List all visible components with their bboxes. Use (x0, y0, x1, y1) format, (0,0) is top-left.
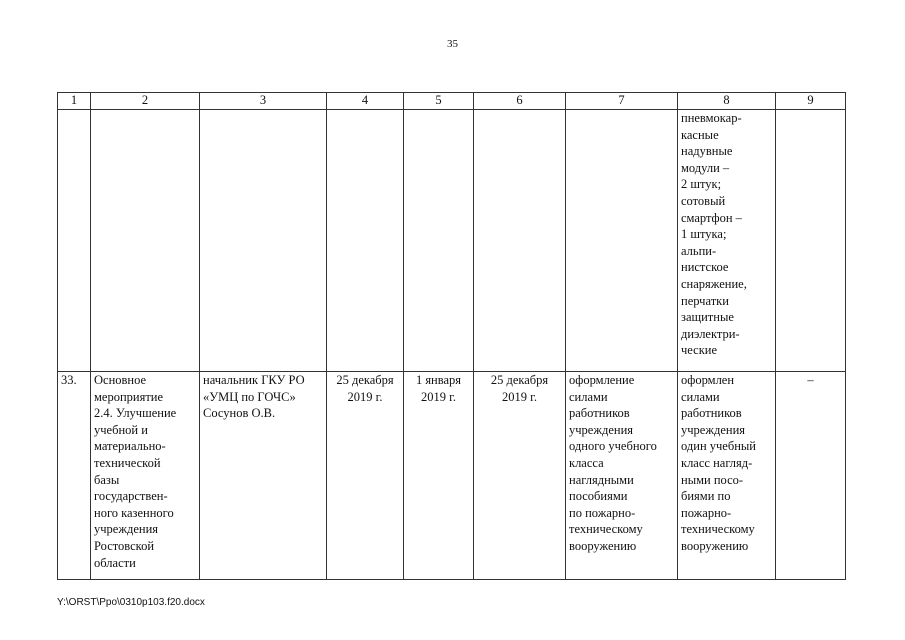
planned-start-cell: 25 декабря 2019 г. (327, 372, 404, 580)
expected-result-cell: оформление силами работников учреждения одного учебного класса наглядными пособиями по пожарно- техническому вооружению (566, 372, 678, 580)
table-cell (474, 110, 566, 372)
table-cell (327, 110, 404, 372)
header-cell: 2 (91, 93, 200, 110)
page-number: 35 (447, 38, 458, 50)
file-path-footer: Y:\ORST\Ppo\0310p103.f20.docx (57, 597, 205, 608)
responsible-cell: начальник ГКУ РО «УМЦ по ГОЧС» Сосунов О.В. (200, 372, 327, 580)
header-cell: 7 (566, 93, 678, 110)
header-cell: 5 (404, 93, 474, 110)
planned-end-cell: 25 декабря 2019 г. (474, 372, 566, 580)
notes-cell: – (776, 372, 846, 580)
actual-result-cell: оформлен силами работников учреждения один учебный класс нагляд- ными посо- биями по пожарно- техническому вооружению (678, 372, 776, 580)
header-cell: 1 (58, 93, 91, 110)
header-cell: 9 (776, 93, 846, 110)
header-cell: 8 (678, 93, 776, 110)
table-cell (404, 110, 474, 372)
table-cell (566, 110, 678, 372)
header-cell: 4 (327, 93, 404, 110)
event-name-cell: Основное мероприятие 2.4. Улучшение учебной и материально- технической базы государствен- ного казенного учреждения Ростовской области (91, 372, 200, 580)
header-cell: 3 (200, 93, 327, 110)
table-cell (200, 110, 327, 372)
table-cell (91, 110, 200, 372)
table-header-row (58, 93, 846, 110)
actual-start-cell: 1 января 2019 г. (404, 372, 474, 580)
header-cell: 6 (474, 93, 566, 110)
row-number-cell: 33. (58, 372, 91, 580)
equipment-list-cell: пневмокар- касные надувные модули – 2 штук; сотовый смартфон – 1 штука; альпи- нистское снаряжение, перчатки защитные диэлектри- ческие (678, 110, 776, 372)
report-table (57, 92, 846, 580)
table-row (58, 372, 846, 580)
table-cell (58, 110, 91, 372)
table-cell (776, 110, 846, 372)
table-row (58, 110, 846, 372)
